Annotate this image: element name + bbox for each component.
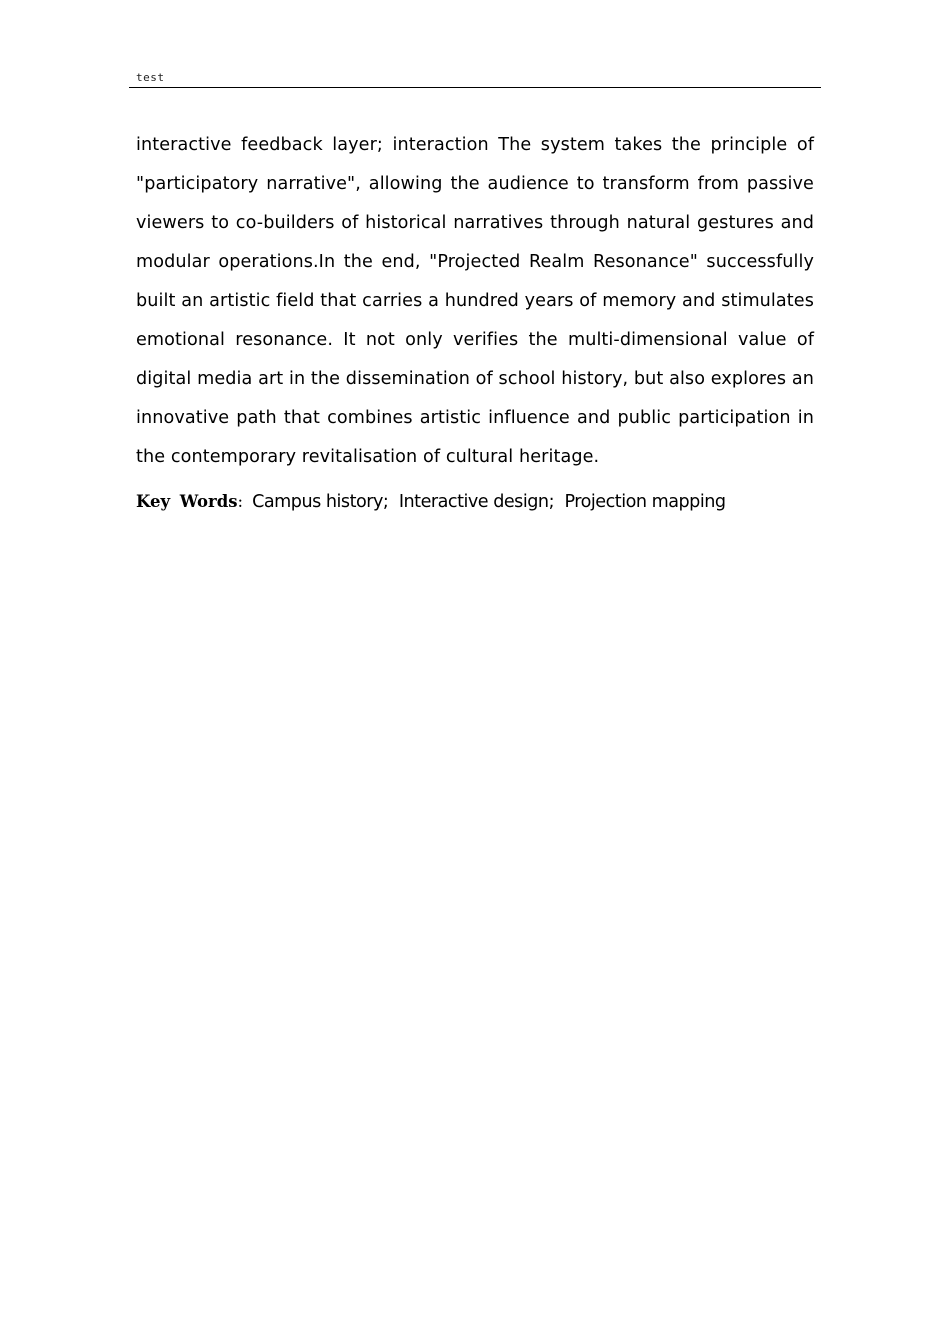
keyword-delimiter: ; [382,492,389,512]
abstract-paragraph: interactive feedback layer; interaction The system takes the principle of "participatory narrative", allowing the audience to transform from passive viewers to co-builders of historical narratives through natural gestures and modular operations.In the end, "Projected Realm Resonance" successfully built an artistic field that carries a hundred years of memory and stimulates emotional resonance. It not only verifies the multi-dimensional value of digital media art in the dissemination of school history, but also explores an innovative path that combines artistic influence and public participation in the contemporary revitalisation of cultural heritage. [136,135,814,467]
keyword-delimiter: ; [548,492,555,512]
running-title: test [136,71,165,84]
keywords-line [136,489,816,515]
keyword-item: Projection mapping [564,492,726,512]
keyword-item: Interactive design [398,492,549,512]
page-header [129,70,821,88]
keywords-colon: : [237,492,244,511]
keyword-item: Campus history [252,492,383,512]
keywords-label: Key Words [136,492,238,511]
